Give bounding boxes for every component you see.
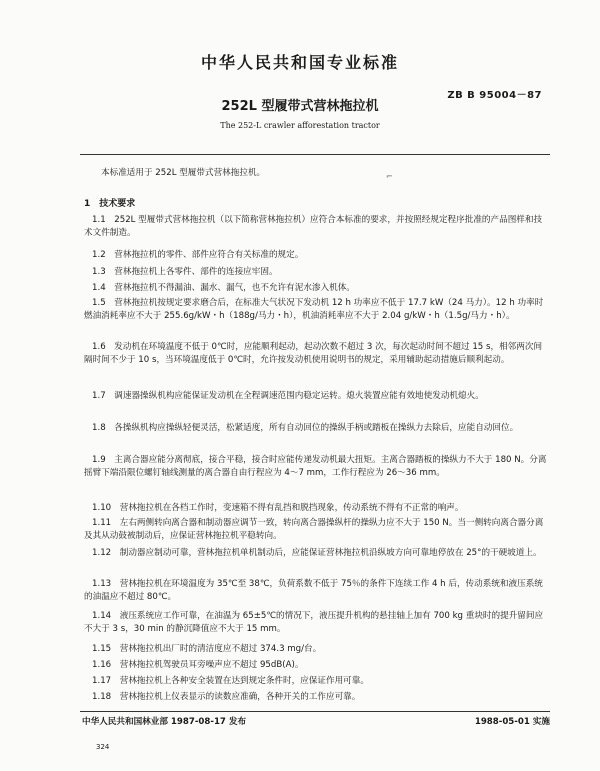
clause-1-9: 1.9 主离合器应能分离彻底，接合平稳，接合时应能传递发动机最大扭矩。主离合器踏板的操纵力不大于 180 N。分离摇臂下端沿限位螺钉轴线测量的离合器自由行程应为 4～7 mm，工作行程应为 26～36 mm。 bbox=[84, 455, 547, 478]
clause-1-5: 1.5 营林拖拉机按规定要求磨合后，在标准大气状况下发动机 12 h 功率应不低于 17.7 kW（24 马力）。12 h 功率时燃油消耗率应不大于 255.6g/kW・h（188g/马力・h），机油消耗率应不大于 2.04 g/kW・h（1.5g/马力・h）。 bbox=[84, 298, 544, 321]
clause-1-6: 1.6 发动机在环境温度不低于 0℃时，应能顺利起动，起动次数不超过 3 次，每次起动时间不超过 15 s，相邻两次间隔时间不少于 10 s，当环境温度低于 0℃时，允许按发动机使用说明书的规定，采用辅助起动措施后顺利起动。 bbox=[84, 342, 543, 365]
clause-1-13: 1.13 营林拖拉机在环境温度为 35℃至 38℃，负荷系数不低于 75％的条件下连续工作 4 h 后，传动系统和液压系统的油温应不超过 80℃。 bbox=[84, 579, 543, 602]
clause-1-2: 1.2 营林拖拉机的零件、部件应符合有关标准的规定。 bbox=[92, 250, 304, 260]
clause-1-12: 1.12 制动器应制动可靠，营林拖拉机单机制动后，应能保证营林拖拉机沿纵坡方向可靠地停放在 25°的干硬坡道上。 bbox=[92, 548, 542, 558]
clause-1-4: 1.4 营林拖拉机不得漏油、漏水、漏气，也不允许有泥水渗入机体。 bbox=[92, 283, 355, 293]
scope-statement: 本标准适用于 252L 型履带式营林拖拉机。 bbox=[101, 168, 266, 178]
issue-date: 中华人民共和国林业部 1987-08-17 发布 bbox=[82, 717, 247, 727]
issuer-heading: 中华人民共和国专业标准 bbox=[200, 53, 399, 72]
effective-date: 1988-05-01 实施 bbox=[474, 717, 550, 727]
header-divider bbox=[80, 154, 550, 155]
clause-1-15: 1.15 营林拖拉机出厂时的清洁度应不超过 374.3 mg/台。 bbox=[92, 644, 322, 654]
clause-1-3: 1.3 营林拖拉机上各零件、部件的连接应牢固。 bbox=[92, 267, 278, 277]
footer-divider bbox=[80, 711, 550, 712]
clause-1-14: 1.14 液压系统应工作可靠，在油温为 65±5℃的情况下，液压提升机构的悬挂轴上加有 700 kg 重块时的提升留间应不大于 3 s，30 min 的静沉降值应不大于 15 mm。 bbox=[84, 611, 544, 634]
document-title: 252L 型履带式营林拖拉机 bbox=[221, 99, 379, 114]
clause-1-18: 1.18 营林拖拉机上仪表显示的读数应准确，各种开关的工作应可靠。 bbox=[92, 692, 361, 702]
clause-1-17: 1.17 营林拖拉机上各种安全装置在达到规定条件时，应保证作用可靠。 bbox=[92, 676, 369, 686]
section-heading: 1 技术要求 bbox=[84, 199, 136, 209]
clause-1-1: 1.1 252L 型履带式营林拖拉机（以下简称营林拖拉机）应符合本标准的要求，并按照经规定程序批准的产品图样和技术文件制造。 bbox=[84, 215, 543, 238]
document-title-english: The 252-L crawler afforestation tractor bbox=[220, 121, 380, 130]
clause-1-8: 1.8 各操纵机构应操纵轻便灵活，松紧适度，所有自动回位的操纵手柄或踏板在操纵力去除后，应能自动回位。 bbox=[92, 423, 519, 433]
clause-1-16: 1.16 营林拖拉机驾驶员耳旁噪声应不超过 95dB(A)。 bbox=[92, 660, 304, 670]
scan-mark: ⌐ bbox=[386, 172, 393, 181]
clause-1-10: 1.10 营林拖拉机在各档工作时，变速箱不得有乱挡和脱挡现象，传动系统不得有不正常的响声。 bbox=[92, 503, 464, 513]
page-number: 324 bbox=[96, 743, 110, 751]
standard-number: ZB B 95004－87 bbox=[447, 90, 542, 101]
clause-1-7: 1.7 调速器操纵机构应能保证发动机在全程调速范围内稳定运转。熄火装置应能有效地使发动机熄火。 bbox=[92, 391, 484, 401]
clause-1-11: 1.11 左右两侧转向离合器和制动器应调节一致，转向离合器操纵杆的操纵力应不大于 150 N。当一侧转向离合器分离及其从动鼓被制动后，应保证营林拖拉机平稳转向。 bbox=[84, 518, 544, 541]
